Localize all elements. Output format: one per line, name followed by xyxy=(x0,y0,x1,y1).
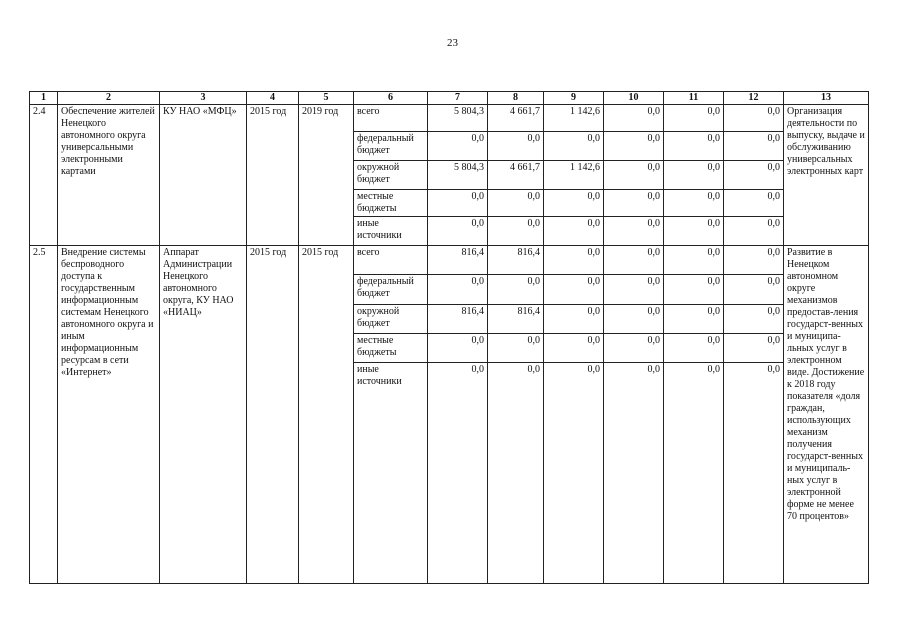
header-cell: 13 xyxy=(784,92,869,105)
executor-cell: КУ НАО «МФЦ» xyxy=(160,105,247,246)
amount-cell: 0,0 xyxy=(724,105,784,132)
amount-cell: 0,0 xyxy=(544,275,604,305)
amount-cell: 0,0 xyxy=(664,161,724,190)
header-cell: 11 xyxy=(664,92,724,105)
amount-cell: 0,0 xyxy=(604,305,664,334)
amount-cell: 4 661,7 xyxy=(488,105,544,132)
funding-source-cell: местные бюджеты xyxy=(354,334,428,363)
funding-source-cell: иные источники xyxy=(354,363,428,584)
header-cell: 1 xyxy=(30,92,58,105)
amount-cell: 0,0 xyxy=(544,132,604,161)
amount-cell: 0,0 xyxy=(664,190,724,217)
funding-source-cell: всего xyxy=(354,105,428,132)
funding-source-cell: иные источники xyxy=(354,217,428,246)
header-cell: 9 xyxy=(544,92,604,105)
row-number-cell: 2.4 xyxy=(30,105,58,246)
amount-cell: 0,0 xyxy=(604,334,664,363)
amount-cell: 0,0 xyxy=(664,305,724,334)
start-year-cell: 2015 год xyxy=(247,246,299,584)
amount-cell: 0,0 xyxy=(488,217,544,246)
amount-cell: 0,0 xyxy=(664,246,724,275)
amount-cell: 0,0 xyxy=(544,334,604,363)
header-row xyxy=(30,92,869,105)
amount-cell: 0,0 xyxy=(724,305,784,334)
amount-cell: 0,0 xyxy=(724,275,784,305)
amount-cell: 0,0 xyxy=(544,363,604,584)
amount-cell: 0,0 xyxy=(544,217,604,246)
amount-cell: 0,0 xyxy=(724,132,784,161)
amount-cell: 816,4 xyxy=(488,246,544,275)
amount-cell: 816,4 xyxy=(488,305,544,334)
amount-cell: 0,0 xyxy=(604,161,664,190)
amount-cell: 0,0 xyxy=(544,190,604,217)
amount-cell: 0,0 xyxy=(604,363,664,584)
amount-cell: 0,0 xyxy=(724,217,784,246)
header-cell: 2 xyxy=(58,92,160,105)
amount-cell: 1 142,6 xyxy=(544,161,604,190)
header-cell: 6 xyxy=(354,92,428,105)
header-cell: 7 xyxy=(428,92,488,105)
amount-cell: 0,0 xyxy=(604,132,664,161)
header-cell: 5 xyxy=(299,92,354,105)
funding-source-cell: местные бюджеты xyxy=(354,190,428,217)
amount-cell: 0,0 xyxy=(488,334,544,363)
amount-cell: 0,0 xyxy=(664,334,724,363)
program-table xyxy=(29,91,869,584)
page-number: 23 xyxy=(447,37,458,49)
header-cell: 4 xyxy=(247,92,299,105)
funding-source-cell: окружной бюджет xyxy=(354,305,428,334)
amount-cell: 0,0 xyxy=(428,275,488,305)
end-year-cell: 2019 год xyxy=(299,105,354,246)
amount-cell: 5 804,3 xyxy=(428,161,488,190)
activity-name-cell: Обеспечение жителей Ненецкого автономного округа универсальными электронными картами xyxy=(58,105,160,246)
start-year-cell: 2015 год xyxy=(247,105,299,246)
amount-cell: 0,0 xyxy=(724,363,784,584)
funding-source-cell: окружной бюджет xyxy=(354,161,428,190)
amount-cell: 0,0 xyxy=(544,246,604,275)
header-cell: 3 xyxy=(160,92,247,105)
amount-cell: 0,0 xyxy=(488,190,544,217)
amount-cell: 0,0 xyxy=(428,217,488,246)
amount-cell: 0,0 xyxy=(604,246,664,275)
row-number-cell: 2.5 xyxy=(30,246,58,584)
activity-name-cell: Внедрение системы беспроводного доступа к государственным информационным системам Ненецкого автономного округа и иным информационным ресурсам в сети «Интернет» xyxy=(58,246,160,584)
amount-cell: 0,0 xyxy=(428,363,488,584)
amount-cell: 0,0 xyxy=(664,363,724,584)
funding-source-cell: федеральный бюджет xyxy=(354,275,428,305)
funding-source-cell: федеральный бюджет xyxy=(354,132,428,161)
table-row xyxy=(30,105,869,132)
amount-cell: 0,0 xyxy=(428,334,488,363)
amount-cell: 0,0 xyxy=(604,217,664,246)
amount-cell: 0,0 xyxy=(428,132,488,161)
amount-cell: 0,0 xyxy=(604,275,664,305)
amount-cell: 0,0 xyxy=(724,190,784,217)
amount-cell: 0,0 xyxy=(544,305,604,334)
amount-cell: 816,4 xyxy=(428,246,488,275)
amount-cell: 4 661,7 xyxy=(488,161,544,190)
header-cell: 8 xyxy=(488,92,544,105)
amount-cell: 816,4 xyxy=(428,305,488,334)
amount-cell: 0,0 xyxy=(488,275,544,305)
funding-source-cell: всего xyxy=(354,246,428,275)
amount-cell: 0,0 xyxy=(428,190,488,217)
amount-cell: 0,0 xyxy=(604,105,664,132)
amount-cell: 0,0 xyxy=(724,246,784,275)
amount-cell: 5 804,3 xyxy=(428,105,488,132)
header-cell: 12 xyxy=(724,92,784,105)
amount-cell: 0,0 xyxy=(664,132,724,161)
amount-cell: 1 142,6 xyxy=(544,105,604,132)
amount-cell: 0,0 xyxy=(724,161,784,190)
amount-cell: 0,0 xyxy=(664,217,724,246)
amount-cell: 0,0 xyxy=(488,363,544,584)
expected-result-cell: Развитие в Ненецком автономном округе механизмов предостав-ления государст-венных и муниципа-льных услуг в электронном виде. Достижение к 2018 году показателя «доля граждан, использующих механизм получения государст-венных и муниципаль-ных услуг в электронной форме не менее 70 процентов» xyxy=(784,246,869,584)
expected-result-cell: Организация деятельности по выпуску, выдаче и обслуживанию универсальных электронных карт xyxy=(784,105,869,246)
header-cell: 10 xyxy=(604,92,664,105)
table-row xyxy=(30,246,869,275)
amount-cell: 0,0 xyxy=(604,190,664,217)
amount-cell: 0,0 xyxy=(664,275,724,305)
executor-cell: Аппарат Администрации Ненецкого автономного округа, КУ НАО «НИАЦ» xyxy=(160,246,247,584)
amount-cell: 0,0 xyxy=(488,132,544,161)
end-year-cell: 2015 год xyxy=(299,246,354,584)
amount-cell: 0,0 xyxy=(724,334,784,363)
amount-cell: 0,0 xyxy=(664,105,724,132)
